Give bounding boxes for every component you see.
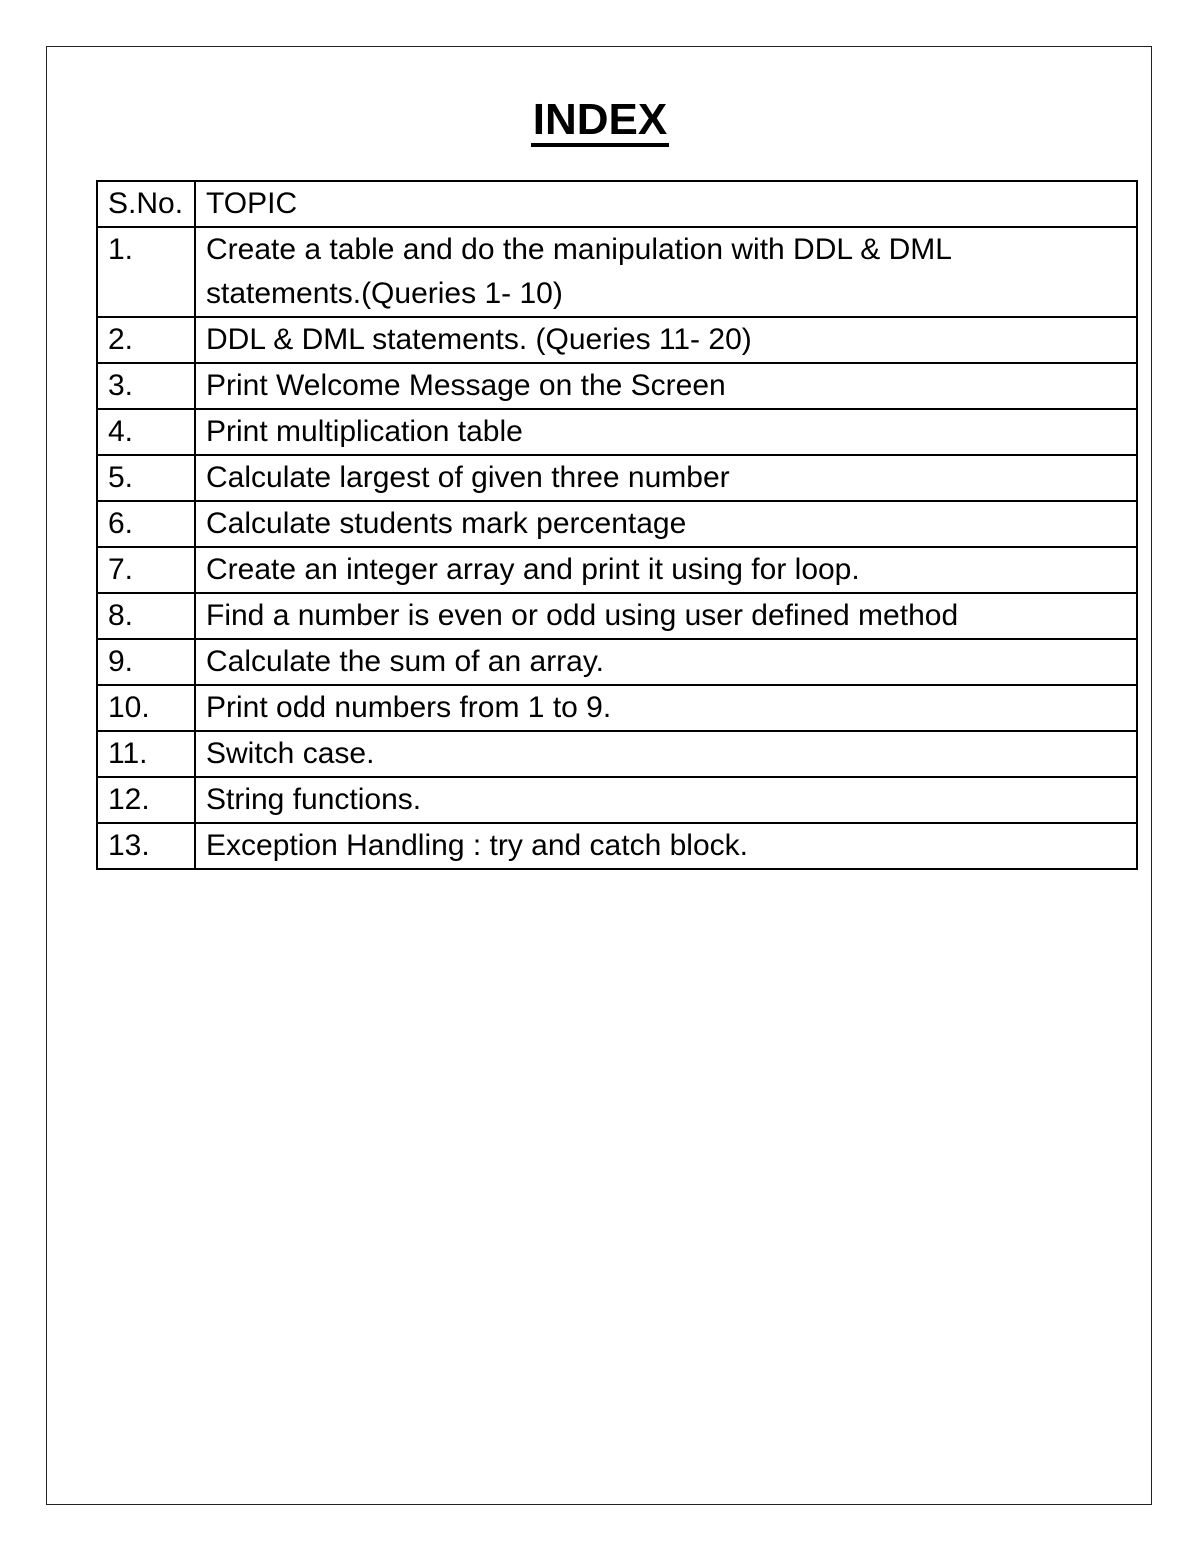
row-topic: DDL & DML statements. (Queries 11- 20) <box>195 317 1137 363</box>
table-row <box>97 227 1137 317</box>
table-row <box>97 685 1137 731</box>
row-topic: Calculate the sum of an array. <box>195 639 1137 685</box>
row-topic: String functions. <box>195 777 1137 823</box>
row-topic: Find a number is even or odd using user defined method <box>195 593 1137 639</box>
row-sno: 5. <box>97 455 195 501</box>
row-topic <box>195 227 1137 317</box>
row-topic: Exception Handling : try and catch block. <box>195 823 1137 869</box>
row-sno: 10. <box>97 685 195 731</box>
row-sno: 11. <box>97 731 195 777</box>
row-sno: 7. <box>97 547 195 593</box>
table-row <box>97 777 1137 823</box>
row-topic: Switch case. <box>195 731 1137 777</box>
table-row <box>97 547 1137 593</box>
table-row <box>97 823 1137 869</box>
row-topic: Print Welcome Message on the Screen <box>195 363 1137 409</box>
index-table <box>96 180 1138 870</box>
row-topic: Create an integer array and print it using for loop. <box>195 547 1137 593</box>
row-topic: Calculate largest of given three number <box>195 455 1137 501</box>
table-row <box>97 593 1137 639</box>
table-row <box>97 501 1137 547</box>
row-sno: 6. <box>97 501 195 547</box>
row-topic-line: statements.(Queries 1- 10) <box>206 277 563 310</box>
table-row <box>97 409 1137 455</box>
row-sno: 12. <box>97 777 195 823</box>
row-topic-line: Create a table and do the manipulation with DDL & DML <box>206 233 952 266</box>
row-sno: 13. <box>97 823 195 869</box>
row-sno: 8. <box>97 593 195 639</box>
row-sno: 1. <box>97 227 195 317</box>
row-sno: 2. <box>97 317 195 363</box>
row-topic: Calculate students mark percentage <box>195 501 1137 547</box>
page-title <box>0 92 1200 148</box>
table-row <box>97 639 1137 685</box>
table-row <box>97 363 1137 409</box>
table-row <box>97 731 1137 777</box>
row-topic: Print odd numbers from 1 to 9. <box>195 685 1137 731</box>
header-sno: S.No. <box>97 181 195 227</box>
table-header-row <box>97 181 1137 227</box>
header-topic: TOPIC <box>195 181 1137 227</box>
row-topic: Print multiplication table <box>195 409 1137 455</box>
row-sno: 4. <box>97 409 195 455</box>
table-row <box>97 455 1137 501</box>
table-row <box>97 317 1137 363</box>
page-title-text: INDEX <box>531 97 669 147</box>
row-sno: 3. <box>97 363 195 409</box>
row-sno: 9. <box>97 639 195 685</box>
